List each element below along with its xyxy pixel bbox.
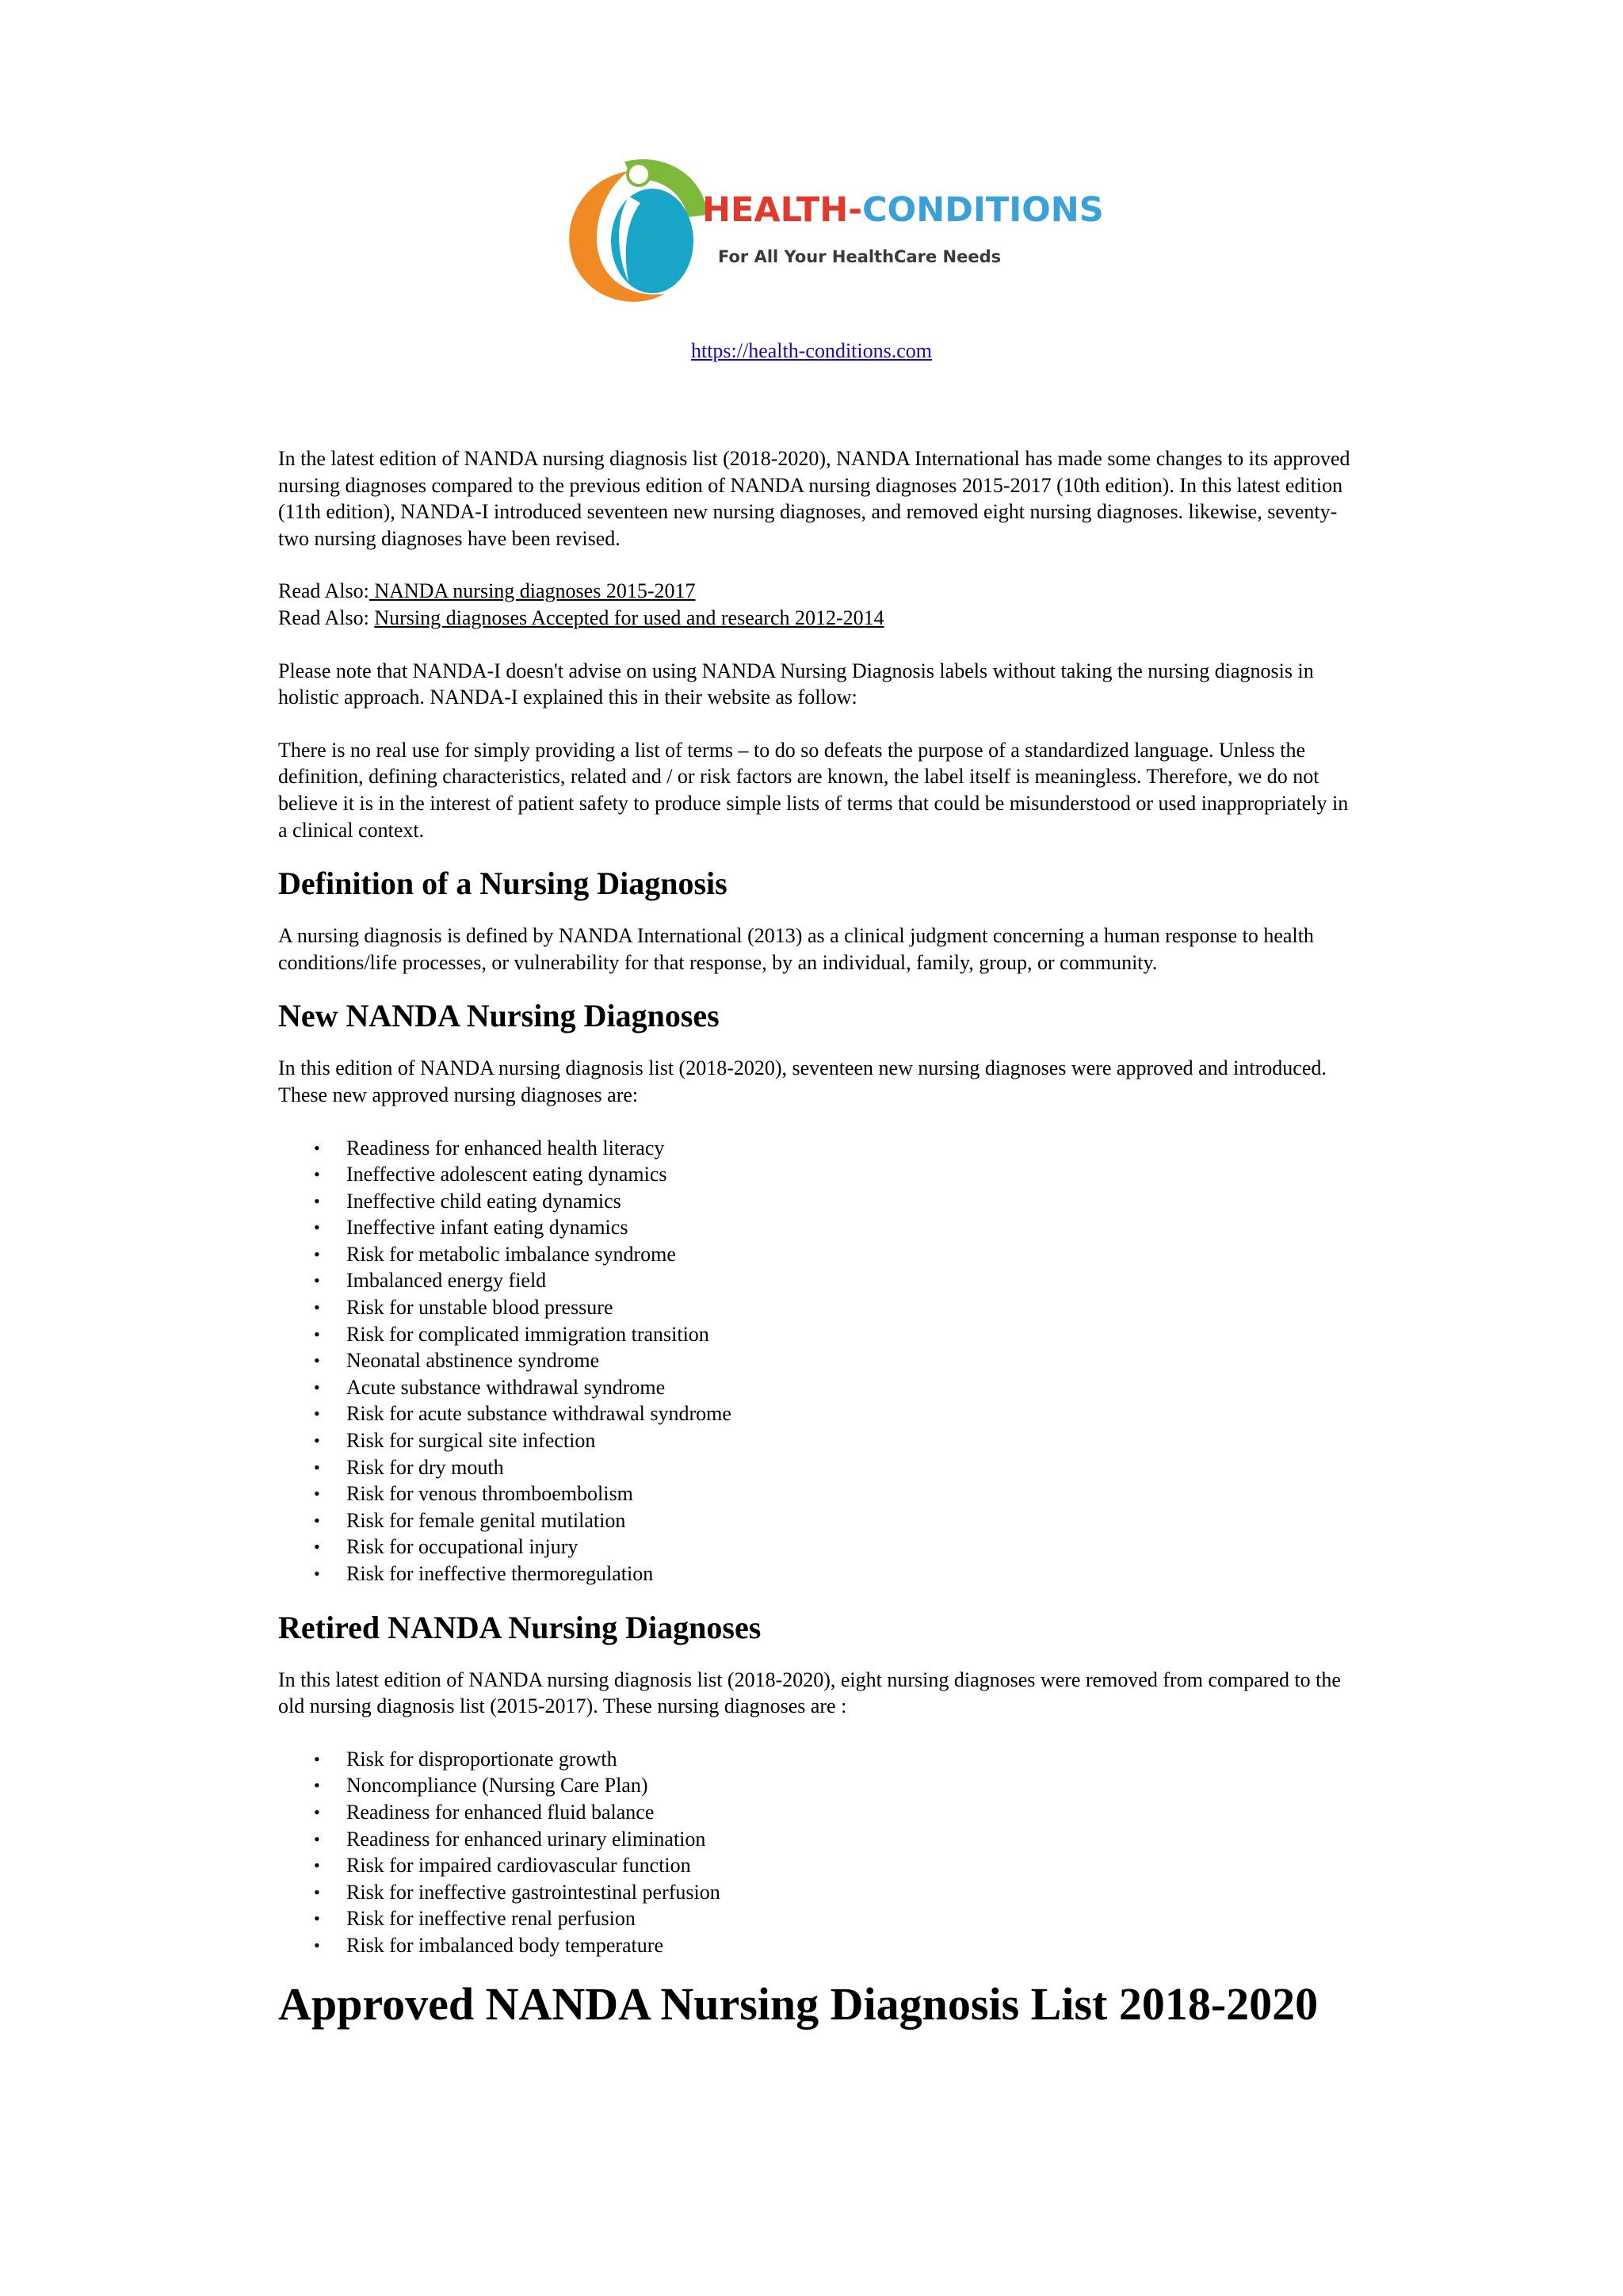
- bullet-icon: •: [314, 1377, 320, 1397]
- list-item: [278, 1347, 1356, 1374]
- logo-tagline: For All Your HealthCare Needs: [718, 247, 1002, 266]
- read-also-label: Read Also:: [278, 606, 375, 629]
- bullet-icon: •: [314, 1564, 320, 1584]
- list-item: [278, 1852, 1356, 1879]
- read-also-link-1[interactable]: NANDA nursing diagnoses 2015-2017: [369, 579, 696, 603]
- list-item-text: Readiness for enhanced fluid balance: [346, 1800, 655, 1824]
- bullet-icon: •: [314, 1297, 320, 1318]
- list-item: [278, 1905, 1356, 1932]
- bullet-icon: •: [314, 1484, 320, 1504]
- list-item: [278, 1507, 1356, 1534]
- new-diagnoses-list: [278, 1135, 1356, 1587]
- note-paragraph: Please note that NANDA-I doesn't advise on using NANDA Nursing Diagnosis labels without taking the nursing diagnosis in holistic approach. NANDA-I explained this in their website as follow:: [278, 659, 1314, 709]
- list-item: [278, 1826, 1356, 1853]
- list-item: [278, 1188, 1356, 1215]
- bullet-icon: •: [314, 1137, 320, 1158]
- bullet-icon: •: [314, 1431, 320, 1451]
- list-item-text: Risk for ineffective renal perfusion: [346, 1907, 636, 1931]
- quote-paragraph: There is no real use for simply providing a list of terms – to do so defeats the purpose of a standardized language. Unless the definition, defining characteristics, related and / or risk factors are known, the label itself is meaningless. Therefore, we do not believe it is in the interest of patient safety to produce simple lists of terms that could be misunderstood or used inappropriately in a clinical context.: [278, 738, 1349, 842]
- logo-brand-text: HEALTH-CONDITIONS: [702, 190, 1104, 230]
- list-item: [278, 1294, 1356, 1321]
- list-item: [278, 1321, 1356, 1348]
- list-item-text: Risk for disproportionate growth: [346, 1747, 617, 1771]
- list-item-text: Risk for occupational injury: [346, 1535, 579, 1559]
- list-item-text: Readiness for enhanced urinary elimination: [346, 1827, 706, 1851]
- list-item: [278, 1454, 1356, 1481]
- list-item: [278, 1214, 1356, 1241]
- read-also-link-2[interactable]: Nursing diagnoses Accepted for used and research 2012-2014: [374, 606, 884, 629]
- definition-heading: Definition of a Nursing Diagnosis: [278, 865, 727, 902]
- list-item-text: Risk for ineffective thermoregulation: [346, 1562, 654, 1585]
- list-item-text: Risk for metabolic imbalance syndrome: [346, 1242, 676, 1266]
- list-item: [278, 1932, 1356, 1959]
- list-item-text: Neonatal abstinence syndrome: [346, 1349, 600, 1373]
- list-item: [278, 1772, 1356, 1799]
- retired-diagnoses-list: [278, 1746, 1356, 1959]
- bullet-icon: •: [314, 1775, 320, 1796]
- site-url-link[interactable]: https://health-conditions.com: [690, 339, 932, 362]
- list-item-text: Risk for ineffective gastrointestinal perfusion: [346, 1880, 720, 1904]
- retired-diagnoses-intro: In this latest edition of NANDA nursing diagnosis list (2018-2020), eight nursing diagnoses were removed from compared to the old nursing diagnosis list (2015-2017). These nursing diagnoses are :: [278, 1668, 1341, 1718]
- list-item: [278, 1267, 1356, 1294]
- approved-list-heading: Approved NANDA Nursing Diagnosis List 2018-2020: [278, 1977, 1319, 2030]
- list-item: [278, 1427, 1356, 1454]
- logo-emblem-icon: [553, 147, 712, 306]
- list-item-text: Risk for venous thromboembolism: [346, 1482, 633, 1506]
- bullet-icon: •: [314, 1217, 320, 1238]
- bullet-icon: •: [314, 1324, 320, 1344]
- list-item: [278, 1161, 1356, 1188]
- read-also-label: Read Also:: [278, 579, 369, 603]
- list-item: [278, 1799, 1356, 1826]
- bullet-icon: •: [314, 1908, 320, 1929]
- list-item: [278, 1480, 1356, 1507]
- list-item-text: Risk for unstable blood pressure: [346, 1296, 613, 1320]
- bullet-icon: •: [314, 1801, 320, 1822]
- bullet-icon: •: [314, 1748, 320, 1769]
- new-diagnoses-intro: In this edition of NANDA nursing diagnosis list (2018-2020), seventeen new nursing diagnoses were approved and introduced. These new approved nursing diagnoses are:: [278, 1056, 1327, 1106]
- list-item: [278, 1879, 1356, 1906]
- bullet-icon: •: [314, 1350, 320, 1371]
- list-item-text: Ineffective infant eating dynamics: [346, 1216, 628, 1240]
- list-item-text: Risk for dry mouth: [346, 1455, 504, 1479]
- health-conditions-logo: [553, 147, 1104, 306]
- list-item-text: Ineffective adolescent eating dynamics: [346, 1163, 667, 1186]
- list-item: [278, 1561, 1356, 1587]
- list-item: [278, 1135, 1356, 1162]
- list-item: [278, 1241, 1356, 1268]
- list-item: [278, 1746, 1356, 1773]
- article-content: [278, 445, 1356, 2032]
- list-item-text: Risk for surgical site infection: [346, 1429, 596, 1453]
- list-item: [278, 1400, 1356, 1427]
- list-item-text: Risk for imbalanced body temperature: [346, 1933, 663, 1957]
- bullet-icon: •: [314, 1935, 320, 1955]
- list-item-text: Risk for acute substance withdrawal syndrome: [346, 1402, 731, 1426]
- bullet-icon: •: [314, 1404, 320, 1424]
- list-item: [278, 1374, 1356, 1401]
- intro-paragraph: In the latest edition of NANDA nursing diagnosis list (2018-2020), NANDA International has made some changes to its approved nursing diagnoses compared to the previous edition of NANDA nursing diagnoses 2015-2017 (10th edition). In this latest edition (11th edition), NANDA-I introduced seventeen new nursing diagnoses, and removed eight nursing diagnoses. likewise, seventy-two nursing diagnoses have been revised.: [278, 447, 1350, 550]
- bullet-icon: •: [314, 1828, 320, 1849]
- read-also-line-2: [278, 605, 1356, 632]
- list-item-text: Risk for female genital mutilation: [346, 1508, 626, 1532]
- bullet-icon: •: [314, 1190, 320, 1211]
- list-item-text: Risk for impaired cardiovascular function: [346, 1854, 691, 1878]
- new-diagnoses-heading: New NANDA Nursing Diagnoses: [278, 998, 720, 1034]
- list-item-text: Risk for complicated immigration transition: [346, 1322, 709, 1346]
- list-item-text: Ineffective child eating dynamics: [346, 1189, 621, 1213]
- list-item-text: Readiness for enhanced health literacy: [346, 1136, 665, 1159]
- list-item-text: Imbalanced energy field: [346, 1269, 547, 1293]
- list-item-text: Acute substance withdrawal syndrome: [346, 1375, 666, 1399]
- bullet-icon: •: [314, 1164, 320, 1185]
- read-also-line-1: [278, 578, 1356, 605]
- bullet-icon: •: [314, 1457, 320, 1477]
- bullet-icon: •: [314, 1510, 320, 1530]
- bullet-icon: •: [314, 1881, 320, 1902]
- list-item: [278, 1534, 1356, 1561]
- bullet-icon: •: [314, 1244, 320, 1264]
- bullet-icon: •: [314, 1855, 320, 1876]
- retired-diagnoses-heading: Retired NANDA Nursing Diagnoses: [278, 1609, 762, 1645]
- bullet-icon: •: [314, 1537, 320, 1557]
- bullet-icon: •: [314, 1270, 320, 1291]
- definition-paragraph: A nursing diagnosis is defined by NANDA International (2013) as a clinical judgment concerning a human response to health conditions/life processes, or vulnerability for that response, by an individual, family, group, or community.: [278, 924, 1314, 974]
- list-item-text: Noncompliance (Nursing Care Plan): [346, 1774, 648, 1797]
